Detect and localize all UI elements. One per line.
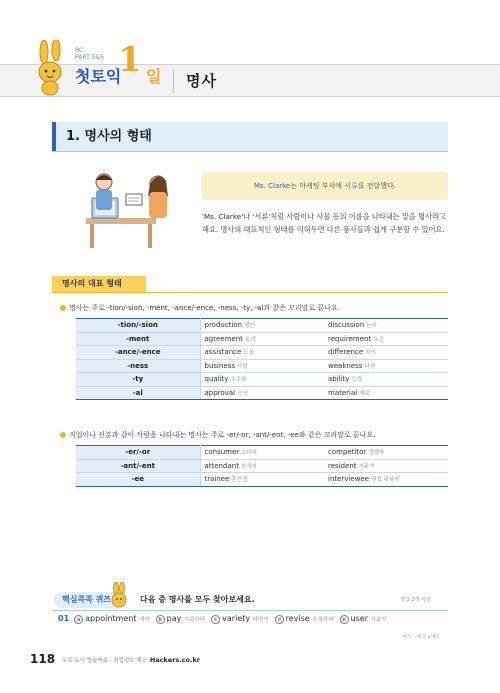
suffix-cell-text: -al xyxy=(132,388,143,397)
suffix-cell xyxy=(76,359,200,373)
suffix-cell xyxy=(76,386,200,400)
option-gloss: 지불하다 xyxy=(183,617,206,623)
quiz-option[interactable] xyxy=(74,614,150,623)
example-word-cell-gloss: 우수함 xyxy=(230,377,247,384)
example-word-cell xyxy=(200,386,324,400)
subsection-title: 명사의 대표 형태 xyxy=(52,276,146,292)
example-word-cell-gloss: 차이 xyxy=(365,350,376,357)
suffix-cell-text: -ance/-ence xyxy=(114,348,161,357)
suffix-cell-text: -ee xyxy=(131,475,144,484)
quiz-instruction: 다음 중 명사를 모두 찾아보세요. xyxy=(140,595,255,604)
subsection-divider xyxy=(52,292,448,293)
example-word-cell-text: resident xyxy=(328,461,357,470)
suffix-cell-text: -ty xyxy=(132,375,144,384)
example-word-cell-gloss: 논의 xyxy=(366,323,377,330)
bullet-suffix-rule: 명사는 주로 -tion/-sion, -ment, -ance/-ence, -ness, -ty, -al과 같은 꼬리말로 끝나요. xyxy=(60,303,340,313)
example-word-cell xyxy=(200,359,324,373)
example-word-cell-gloss: 면접 대상자 xyxy=(371,477,400,484)
quiz-option[interactable] xyxy=(211,614,268,623)
example-word-cell-text: material xyxy=(328,388,358,397)
bullet-person-rule: 직업이나 신분과 같이 사람을 나타내는 명사는 주로 -er/-or, -ant/-ent, -ee와 같은 꼬리말로 끝나요. xyxy=(60,430,375,440)
example-word-cell xyxy=(200,459,324,473)
option-word: pay xyxy=(166,614,182,623)
header-divider xyxy=(173,69,174,93)
suffix-cell-text: -ant/-ent xyxy=(120,461,155,470)
example-word-cell-text: consumer xyxy=(204,448,240,457)
example-word-cell-gloss: 훈련생 xyxy=(231,477,248,484)
suffix-cell-text: -ness xyxy=(127,361,149,370)
table-row xyxy=(76,346,448,360)
footer-site-link[interactable]: Hackers.co.kr xyxy=(149,656,200,664)
example-word-cell xyxy=(324,346,448,360)
option-marker: a xyxy=(74,615,83,624)
example-word-cell-gloss: 승인 xyxy=(237,390,248,397)
example-word-cell-text: agreement xyxy=(204,334,243,343)
option-marker: b xyxy=(156,615,165,624)
option-word: revise xyxy=(285,614,310,623)
suffix-cell xyxy=(76,459,200,473)
suffix-cell-text: -tion/-sion xyxy=(117,321,158,330)
quiz-divider xyxy=(52,610,448,611)
answer-reference: 해석 · 해설 p.41 xyxy=(402,634,439,640)
example-word-cell-gloss: 요건 xyxy=(373,336,384,343)
example-word-cell-gloss: 도움 xyxy=(243,350,254,357)
quiz-badge: 핵심콕콕 퀴즈 xyxy=(54,592,126,608)
quiz-note: 정답 2개 이상 xyxy=(400,597,431,603)
quiz-question xyxy=(58,614,392,624)
example-word-cell-text: requirement xyxy=(328,334,372,343)
chapter-title: 명사 xyxy=(186,72,217,90)
table-row xyxy=(76,459,448,473)
example-word-cell-text: ability xyxy=(328,375,350,384)
example-end: 를 전달했다. xyxy=(357,182,397,190)
example-word-cell-text: approval xyxy=(204,388,236,397)
quiz-option[interactable] xyxy=(275,614,334,623)
example-word-cell-gloss: 능력 xyxy=(351,377,363,384)
example-word-cell xyxy=(200,332,324,346)
table-row xyxy=(76,332,448,346)
table-row xyxy=(76,359,448,373)
example-word-cell-gloss: 거주자 xyxy=(358,463,375,470)
example-object: 서류 xyxy=(344,182,358,190)
example-word-cell xyxy=(324,359,448,373)
example-word-cell xyxy=(324,373,448,387)
table-row xyxy=(76,373,448,387)
example-word-cell-gloss: 사업 xyxy=(237,363,248,370)
option-word: appointment xyxy=(85,614,137,623)
intro-paragraph: 'Ms. Clarke'나 '서류'처럼 사람이나 사물 등의 이름을 나타내는 말을 명사라고 해요. 명사의 대표적인 형태를 익혀두면 다른 품사들과 쉽게 구분할 수 있어요. xyxy=(202,212,446,234)
day-number: 1 xyxy=(118,40,142,80)
page-number: 118 xyxy=(30,652,56,666)
example-word-cell xyxy=(200,373,324,387)
example-word-cell-gloss: 참석자 xyxy=(240,463,257,470)
suffix-cell xyxy=(76,446,200,460)
example-word-cell-text: trainee xyxy=(204,475,230,484)
table-row xyxy=(76,386,448,400)
suffix-cell xyxy=(76,332,200,346)
example-word-cell xyxy=(200,446,324,460)
example-word-cell-text: assistance xyxy=(204,348,242,357)
table-row xyxy=(76,473,448,487)
quiz-option[interactable] xyxy=(156,614,206,623)
option-word: user xyxy=(350,614,368,623)
rc-label: RC PART 5&6 xyxy=(75,47,104,61)
option-gloss: 다양성 xyxy=(252,617,269,623)
suffix-cell xyxy=(76,473,200,487)
example-word-cell-gloss: 생산 xyxy=(244,323,255,330)
rabbit-mascot-icon xyxy=(32,40,72,96)
example-subject: Ms. Clarke xyxy=(253,182,291,190)
suffix-table xyxy=(76,318,448,400)
example-word-cell xyxy=(200,473,324,487)
section-title: 1. 명사의 형태 xyxy=(52,122,448,151)
office-illustration-icon xyxy=(78,168,183,250)
suffix-cell xyxy=(76,373,200,387)
rabbit-icon xyxy=(108,582,130,610)
example-word-cell xyxy=(324,319,448,333)
example-word-cell xyxy=(200,346,324,360)
option-marker: e xyxy=(340,615,349,624)
section-divider xyxy=(52,151,448,152)
example-word-cell-text: quality xyxy=(204,375,229,384)
example-word-cell-gloss: 동의 xyxy=(244,336,256,343)
suffix-cell xyxy=(76,346,200,360)
example-word-cell-text: difference xyxy=(328,348,364,357)
table-row xyxy=(76,319,448,333)
suffix-cell-text: -ment xyxy=(126,334,150,343)
option-marker: c xyxy=(211,615,220,624)
example-word-cell-text: attendant xyxy=(204,461,239,470)
suffix-cell-text: -er/-or xyxy=(125,448,151,457)
example-word-cell xyxy=(324,332,448,346)
example-word-cell-text: weakness xyxy=(328,361,363,370)
example-mid: 는 마케팅 부서에 xyxy=(290,182,345,190)
example-word-cell-gloss: 소비자 xyxy=(241,450,258,457)
option-gloss: 예약 xyxy=(139,617,150,623)
bullet-dot-icon xyxy=(60,305,66,311)
series-name: 첫토익 xyxy=(75,67,122,86)
example-word-cell-gloss: 재료 xyxy=(359,390,370,397)
example-word-cell-text: competitor xyxy=(328,448,367,457)
example-word-cell-text: discussion xyxy=(328,321,365,330)
option-gloss: 사용자 xyxy=(370,617,387,623)
example-word-cell xyxy=(324,459,448,473)
quiz-option[interactable] xyxy=(340,614,387,623)
example-word-cell xyxy=(324,473,448,487)
example-word-cell-gloss: 경쟁자 xyxy=(368,450,385,457)
bullet-dot-icon xyxy=(60,432,66,438)
example-word-cell xyxy=(324,446,448,460)
option-gloss: 수정하다 xyxy=(312,617,334,623)
example-word-cell-text: production xyxy=(204,321,243,330)
person-suffix-table xyxy=(76,445,448,487)
example-sentence xyxy=(202,172,448,200)
example-word-cell-gloss: 약점 xyxy=(364,363,376,370)
option-marker: d xyxy=(275,615,284,624)
example-word-cell-text: business xyxy=(204,361,236,370)
day-unit: 일 xyxy=(146,67,162,86)
option-word: variety xyxy=(222,614,251,623)
footer-text: 무료 토익 학습자료 · 취업정보 제공 Hackers.co.kr xyxy=(62,656,200,664)
example-word-cell xyxy=(324,386,448,400)
example-word-cell xyxy=(200,319,324,333)
suffix-cell xyxy=(76,319,200,333)
quiz-number: 01 xyxy=(58,614,70,623)
example-word-cell-text: interviewee xyxy=(328,475,370,484)
table-row xyxy=(76,446,448,460)
